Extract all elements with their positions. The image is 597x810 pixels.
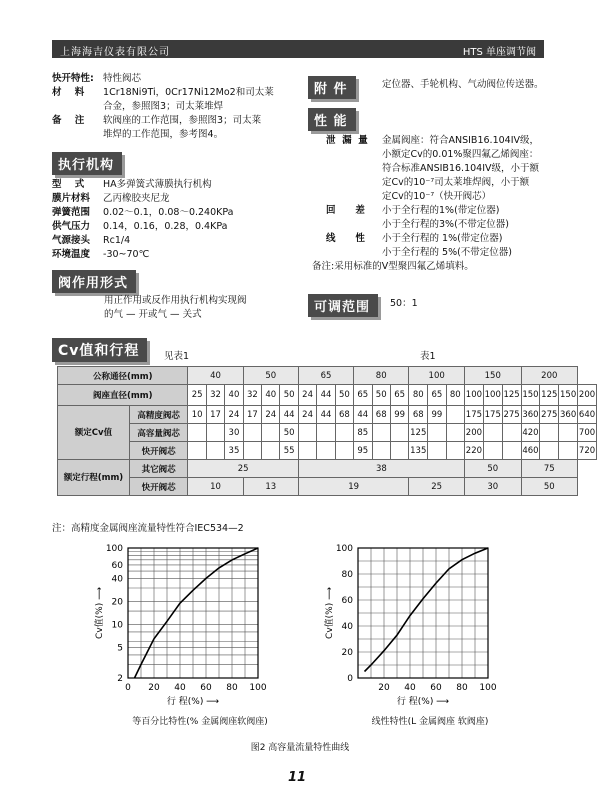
stroke-label: 额定行程(mm) [58, 460, 130, 496]
table-cell [502, 442, 521, 460]
accessories-text: 定位器、手轮机构、气动阀位传送器。 [382, 79, 544, 90]
table-header: 高精度阀芯 [129, 406, 188, 424]
table-header: 公称通径(mm) [58, 367, 188, 385]
action-line: 的气 — 开或气 — 关式 [104, 309, 202, 320]
table-cell: 65 [390, 385, 408, 406]
table-cell: 30 [464, 478, 521, 496]
table-cell [390, 442, 408, 460]
table-cell: 30 [225, 424, 243, 442]
chart2-caption: 线性特性(L 金属阀座 软阀座) [371, 717, 489, 727]
table-cell [335, 442, 353, 460]
table-cell: 275 [502, 406, 521, 424]
kv-key: 材 料 [52, 87, 85, 98]
kv-value: -30~70℃ [103, 249, 150, 260]
performance-section [312, 134, 548, 274]
leak-line: 符合标准ANSIB16.104IV级，小于额 [382, 163, 539, 174]
cv-heading: Cv值和行程 [52, 338, 147, 362]
table-cell: 65 [298, 367, 353, 385]
table-cell: 640 [578, 406, 597, 424]
table-cell [428, 424, 446, 442]
actuator-section [52, 178, 292, 262]
table-cell: 150 [559, 385, 578, 406]
table-cell: 65 [354, 385, 372, 406]
table-cell: 13 [243, 478, 298, 496]
kv-value: HA多弹簧式薄膜执行机构 [103, 179, 212, 190]
table-cell: 50 [464, 460, 521, 478]
table-cell: 50 [372, 385, 390, 406]
x-axis-label: 行 程(%) ⟶ [166, 697, 220, 705]
rated-cv-label: 额定Cv值 [58, 406, 130, 460]
kv-value: 0.02～0.1，0.08～0.240KPa [103, 207, 234, 218]
table-cell [298, 442, 316, 460]
table-cell [298, 424, 316, 442]
table-cell [372, 442, 390, 460]
kv-key: 备 注 [52, 115, 85, 126]
table-cell: 125 [409, 424, 428, 442]
table-cell: 150 [521, 385, 540, 406]
x-axis-label: 行 程(%) ⟶ [396, 697, 450, 705]
y-tick-label: 20 [111, 597, 123, 608]
table-cell [446, 424, 464, 442]
kv-key: 快开特性: [52, 73, 94, 84]
y-tick-label: 60 [341, 596, 353, 606]
table-cell: 100 [464, 385, 483, 406]
linear-chart [320, 540, 510, 705]
x-tick-label: 60 [430, 683, 442, 693]
table-cell: 150 [464, 367, 521, 385]
kv-key: 气源接头 [52, 235, 91, 246]
linearity-line: 小于全行程的 5%(不带定位器) [382, 247, 513, 258]
table-cell: 68 [409, 406, 428, 424]
kv-value: 堆焊的工作范围，参考图4。 [103, 129, 224, 140]
table-cell: 275 [540, 406, 559, 424]
x-tick-label: 100 [479, 683, 497, 693]
series-line [365, 548, 489, 672]
table-cell: 125 [540, 385, 559, 406]
series-line [135, 548, 259, 678]
table-cell: 200 [464, 424, 483, 442]
y-tick-label: 10 [111, 620, 123, 631]
table-cell [390, 424, 408, 442]
table-cell: 80 [446, 385, 464, 406]
table-label: 表1 [420, 351, 436, 362]
x-tick-label: 20 [148, 683, 160, 693]
kv-value: 0.14，0.16，0.28，0.4KPa [103, 221, 228, 232]
table-cell: 44 [317, 385, 335, 406]
table-cell: 80 [354, 367, 409, 385]
table-cell [372, 424, 390, 442]
table-cell: 175 [464, 406, 483, 424]
y-axis-label: Cv值(%) ⟶ [325, 587, 335, 639]
table-note: 注：高精度金属阀座流量特性符合IEC534—2 [52, 523, 244, 534]
table-cell [446, 406, 464, 424]
table-cell: 135 [409, 442, 428, 460]
table-cell: 24 [262, 406, 280, 424]
table-cell [540, 442, 559, 460]
y-tick-label: 40 [341, 622, 353, 632]
table-cell: 17 [206, 406, 224, 424]
table-row [58, 367, 597, 385]
table-cell: 700 [578, 424, 597, 442]
kv-value: 乙丙橡胶夹尼龙 [103, 193, 170, 204]
kv-key: 膜片材料 [52, 193, 91, 204]
table-cell: 75 [521, 460, 578, 478]
accessories-heading: 附 件 [308, 76, 356, 99]
table-header: 高容量阀芯 [129, 424, 188, 442]
table-cell: 24 [225, 406, 243, 424]
table-cell: 200 [521, 367, 578, 385]
table-cell: 50 [335, 385, 353, 406]
hysteresis-line: 小于全行程的3%(不带定位器) [382, 219, 509, 230]
table-cell: 68 [335, 406, 353, 424]
table-cell: 50 [521, 478, 578, 496]
table-header: 快开阀芯 [129, 442, 188, 460]
figure-caption: 图2 高容量流量特性曲线 [250, 743, 350, 753]
performance-heading: 性 能 [308, 108, 356, 131]
table-cell: 68 [372, 406, 390, 424]
kv-value: Rc1/4 [103, 235, 131, 246]
kv-key: 型 式 [52, 179, 85, 190]
see-table: 见表1 [164, 351, 190, 362]
table-cell: 50 [243, 367, 298, 385]
action-heading: 阀作用形式 [52, 270, 136, 293]
y-tick-label: 80 [341, 570, 353, 580]
actuator-heading: 执行机构 [52, 152, 122, 175]
table-cell: 720 [578, 442, 597, 460]
table-cell: 85 [354, 424, 372, 442]
x-tick-label: 100 [249, 683, 267, 693]
table-cell [243, 424, 261, 442]
table-cell [188, 442, 206, 460]
performance-note: 备注:采用标准的V型聚四氟乙烯填料。 [312, 261, 474, 272]
table-cell: 25 [188, 385, 206, 406]
leak-line: 定Cv的10⁻⁷（快开阀芯） [382, 191, 492, 202]
table-cell: 420 [521, 424, 540, 442]
table-cell: 360 [521, 406, 540, 424]
table-cell [559, 424, 578, 442]
table-row [58, 478, 597, 496]
x-tick-label: 40 [174, 683, 186, 693]
table-cell [262, 424, 280, 442]
x-tick-label: 80 [456, 683, 468, 693]
table-cell [206, 424, 224, 442]
table-cell [335, 424, 353, 442]
table-cell: 32 [243, 385, 261, 406]
y-tick-label: 40 [111, 574, 123, 585]
product-name: HTS 单座调节阀 [462, 47, 536, 58]
y-axis-label: Cv值(%) ⟶ [95, 587, 105, 639]
table-cell: 40 [225, 385, 243, 406]
x-tick-label: 0 [125, 683, 131, 693]
table-cell: 24 [298, 385, 316, 406]
linearity-line: 小于全行程的 1%(带定位器) [382, 233, 503, 244]
table-cell: 220 [464, 442, 483, 460]
table-cell: 44 [317, 406, 335, 424]
table-cell [502, 424, 521, 442]
range-heading: 可调范围 [308, 294, 378, 317]
table-cell: 55 [280, 442, 298, 460]
table-header: 其它阀芯 [129, 460, 188, 478]
table-cell: 38 [298, 460, 464, 478]
table-cell: 65 [428, 385, 446, 406]
table-cell: 99 [428, 406, 446, 424]
y-tick-label: 0 [347, 674, 353, 684]
table-cell [188, 424, 206, 442]
kv-key: 弹簧范围 [52, 207, 91, 218]
table-cell [206, 442, 224, 460]
table-cell: 32 [206, 385, 224, 406]
y-tick-label: 60 [111, 560, 123, 571]
y-tick-label: 5 [117, 643, 123, 654]
table-row [58, 385, 597, 406]
kv-key: 供气压力 [52, 221, 91, 232]
table-cell: 460 [521, 442, 540, 460]
header-bar [52, 40, 544, 58]
table-row [58, 424, 597, 442]
action-text [104, 294, 304, 322]
table-cell: 44 [280, 406, 298, 424]
table-cell: 175 [483, 406, 502, 424]
x-tick-label: 40 [404, 683, 416, 693]
kv-value: 1Cr18Ni9Ti，0Cr17Ni12Mo2和司太莱 [103, 87, 274, 98]
x-tick-label: 80 [226, 683, 238, 693]
leak-line: 小额定Cv的0.01%聚四氟乙烯阀座： [382, 149, 539, 160]
table-cell: 25 [188, 460, 298, 478]
table-cell: 50 [280, 424, 298, 442]
y-tick-label: 100 [105, 544, 123, 554]
company-name: 上海海吉仪表有限公司 [60, 47, 170, 58]
table-cell: 125 [502, 385, 521, 406]
table-cell [317, 424, 335, 442]
table-cell [483, 424, 502, 442]
table-cell: 100 [409, 367, 465, 385]
hysteresis-line: 小于全行程的1%(带定位器) [382, 205, 500, 216]
table-cell [243, 442, 261, 460]
leak-label: 泄 漏 量 [326, 135, 368, 146]
hysteresis-label: 回 差 [326, 205, 365, 216]
table-cell: 17 [243, 406, 261, 424]
table-cell: 44 [354, 406, 372, 424]
x-tick-label: 60 [200, 683, 212, 693]
table-header: 快开阀芯 [129, 478, 188, 496]
table-cell: 10 [188, 478, 243, 496]
table-row [58, 460, 597, 478]
table-cell: 80 [409, 385, 428, 406]
table-cell: 40 [262, 385, 280, 406]
valve-core-section [52, 72, 292, 142]
table-row [58, 406, 597, 424]
x-tick-label: 20 [378, 683, 390, 693]
table-cell: 35 [225, 442, 243, 460]
page-number: 11 [288, 770, 307, 785]
table-cell [483, 442, 502, 460]
y-tick-label: 2 [117, 674, 123, 684]
table-cell [540, 424, 559, 442]
table-cell [317, 442, 335, 460]
table-cell: 95 [354, 442, 372, 460]
table-cell [559, 442, 578, 460]
linearity-label: 线 性 [326, 233, 365, 244]
table-cell [446, 442, 464, 460]
leak-line: 金属阀座：符合ANSIB16.104IV级， [382, 135, 539, 146]
table-cell: 360 [559, 406, 578, 424]
kv-value: 合金，参照图3；司太莱堆焊 [103, 101, 224, 112]
range-value: 50：1 [390, 298, 418, 309]
table-cell [262, 442, 280, 460]
kv-value: 特性阀芯 [103, 73, 142, 84]
table-cell: 100 [483, 385, 502, 406]
table-cell: 40 [188, 367, 243, 385]
table-cell: 200 [578, 385, 597, 406]
table-cell: 24 [298, 406, 316, 424]
y-tick-label: 20 [341, 648, 353, 658]
leak-line: 定Cv的10⁻⁷司太莱堆焊阀，小于额 [382, 177, 530, 188]
table-cell: 99 [390, 406, 408, 424]
action-line: 用正作用或反作用执行机构实现阀 [104, 295, 247, 306]
table-cell: 25 [409, 478, 465, 496]
table-cell: 10 [188, 406, 206, 424]
kv-key: 环境温度 [52, 249, 91, 260]
kv-value: 软阀座的工作范围，参照图3；司太莱 [103, 115, 262, 126]
table-row [58, 442, 597, 460]
table-header: 阀座直径(mm) [58, 385, 188, 406]
cv-table [57, 366, 597, 496]
y-tick-label: 100 [335, 544, 353, 554]
equal-percentage-chart [90, 540, 280, 705]
cv-table-wrap [57, 366, 597, 496]
chart1-caption: 等百分比特性(% 金属阀座软阀座) [132, 717, 268, 727]
table-cell: 19 [298, 478, 408, 496]
table-cell [428, 442, 446, 460]
table-cell: 50 [280, 385, 298, 406]
